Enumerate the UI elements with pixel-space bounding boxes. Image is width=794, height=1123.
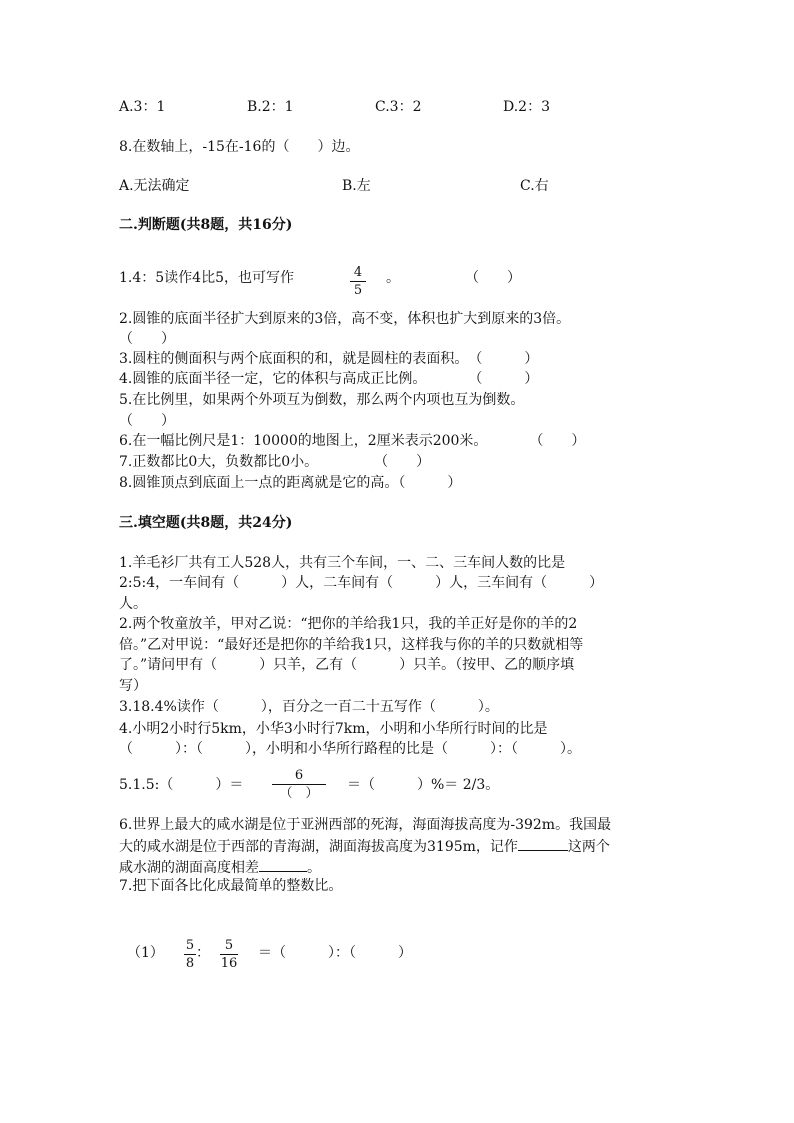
s3-q5-tail: ＝（ ）%＝ 2/3。 [347, 777, 500, 793]
section2-title: 二.判断题(共8题，共16分) [119, 217, 293, 233]
s3-q7: 7.把下面各比化成最简单的整数比。 [119, 878, 343, 894]
q8-stem: 8.在数轴上，-15在-16的（ ）边。 [119, 139, 360, 155]
s2-q5-line2: （ ） [119, 413, 175, 429]
q8-option-a: A.无法确定 [119, 178, 190, 194]
fraction-bar [350, 281, 366, 282]
s2-q1-end: 。 [386, 270, 400, 286]
s3-q5-lead: 5.1.5:（ ）＝ [119, 777, 244, 793]
s3-q3: 3.18.4%读作（ ），百分之一百二十五写作（ ）。 [119, 699, 499, 715]
s3-q7-fraction-1 [184, 938, 196, 971]
s2-q3: 3.圆柱的侧面积与两个底面积的和，就是圆柱的表面积。 （ ） [119, 351, 539, 367]
s2-q6: 6.在一幅比例尺是1：10000的地图上，2厘米表示200米。 （ ） [119, 433, 586, 449]
q7-option-a: A.3：1 [119, 99, 166, 115]
s3-q2-line1: 2.两个牧童放羊，甲对乙说：“把你的羊给我1只，我的羊正好是你的羊的2 [119, 616, 578, 632]
answer-blank[interactable] [259, 857, 307, 872]
s3-q7-item-tail: ＝（ ）：（ ） [258, 945, 412, 961]
s2-q1-text: 1.4：5读作4比5，也可写作 [119, 270, 294, 286]
fraction-bar [220, 954, 238, 955]
s2-q2-line1: 2.圆锥的底面半径扩大到原来的3倍，高不变，体积也扩大到原来的3倍。 [119, 311, 571, 327]
q7-option-d: D.2：3 [503, 99, 550, 115]
s2-q4: 4.圆锥的底面半径一定，它的体积与高成正比例。 （ ） [119, 371, 539, 387]
s3-q1-line1: 1.羊毛衫厂共有工人528人，共有三个车间，一、二、三车间人数的比是 [119, 555, 566, 571]
q8-option-b: B.左 [342, 178, 371, 194]
s3-q7-item-label: （1） [127, 945, 164, 961]
fraction-bar [184, 954, 196, 955]
s3-q6-line2-text: 大的咸水湖是位于西部的青海湖，湖面海拔高度为3195m，记作 [119, 839, 518, 855]
s3-q6-line2-end: 这两个 [567, 839, 610, 855]
answer-blank[interactable] [518, 836, 568, 851]
fraction-numerator: 6 [294, 768, 304, 783]
fraction-denominator: 16 [220, 956, 238, 971]
fraction-denominator: （ ） [279, 786, 319, 801]
fraction-numerator: 5 [185, 938, 195, 953]
fraction-bar [272, 784, 326, 785]
s3-q6-line3-end: 。 [307, 860, 321, 876]
q7-option-b: B.2：1 [247, 99, 294, 115]
s3-q1-line2: 2:5:4，一车间有（ ）人，二车间有（ ）人，三车间有（ ） [119, 575, 604, 591]
s3-q6-line1: 6.世界上最大的咸水湖是位于亚洲西部的死海，海面海拔高度为-392m。我国最 [119, 817, 612, 833]
s2-q8: 8.圆锥顶点到底面上一点的距离就是它的高。（ ） [119, 475, 462, 491]
s2-q2-line2: （ ） [119, 331, 175, 347]
s3-q6-line2 [119, 836, 610, 857]
s2-q1-fraction [350, 265, 366, 298]
s3-q2-line3: 了。”请问甲有（ ）只羊，乙有（ ）只羊。（按甲、乙的顺序填 [119, 657, 575, 673]
s3-q6-line3-text: 咸水湖的湖面高度相差 [119, 860, 259, 876]
s3-q6-line3 [119, 857, 321, 878]
section3-title: 三.填空题(共8题，共24分) [119, 515, 293, 531]
fraction-denominator: 5 [353, 283, 363, 298]
s3-q1-line3: 人。 [119, 596, 147, 612]
q8-option-c: C.右 [520, 178, 549, 194]
fraction-denominator: 8 [185, 956, 195, 971]
s2-q5-line1: 5.在比例里，如果两个外项互为倒数，那么两个内项也互为倒数。 [119, 392, 525, 408]
fraction-numerator: 5 [224, 938, 234, 953]
s2-q1-answer-paren: （ ） [465, 270, 521, 286]
s2-q7: 7.正数都比0大，负数都比0小。 （ ） [119, 454, 431, 470]
s3-q5-fraction [272, 768, 326, 801]
s3-q7-ratio-sep: ： [196, 945, 210, 961]
s3-q2-line2: 倍。”乙对甲说：“最好还是把你的羊给我1只，这样我与你的羊的只数就相等 [119, 637, 584, 653]
s3-q7-fraction-2 [220, 938, 238, 971]
s3-q4-line2: （ ）：（ ），小明和小华所行路程的比是（ ）：（ ）。 [119, 741, 581, 757]
s3-q2-line4: 写） [119, 678, 147, 694]
s3-q4-line1: 4.小明2小时行5km，小华3小时行7km，小明和小华所行时间的比是 [119, 721, 548, 737]
q7-option-c: C.3：2 [375, 99, 422, 115]
fraction-numerator: 4 [353, 265, 363, 280]
